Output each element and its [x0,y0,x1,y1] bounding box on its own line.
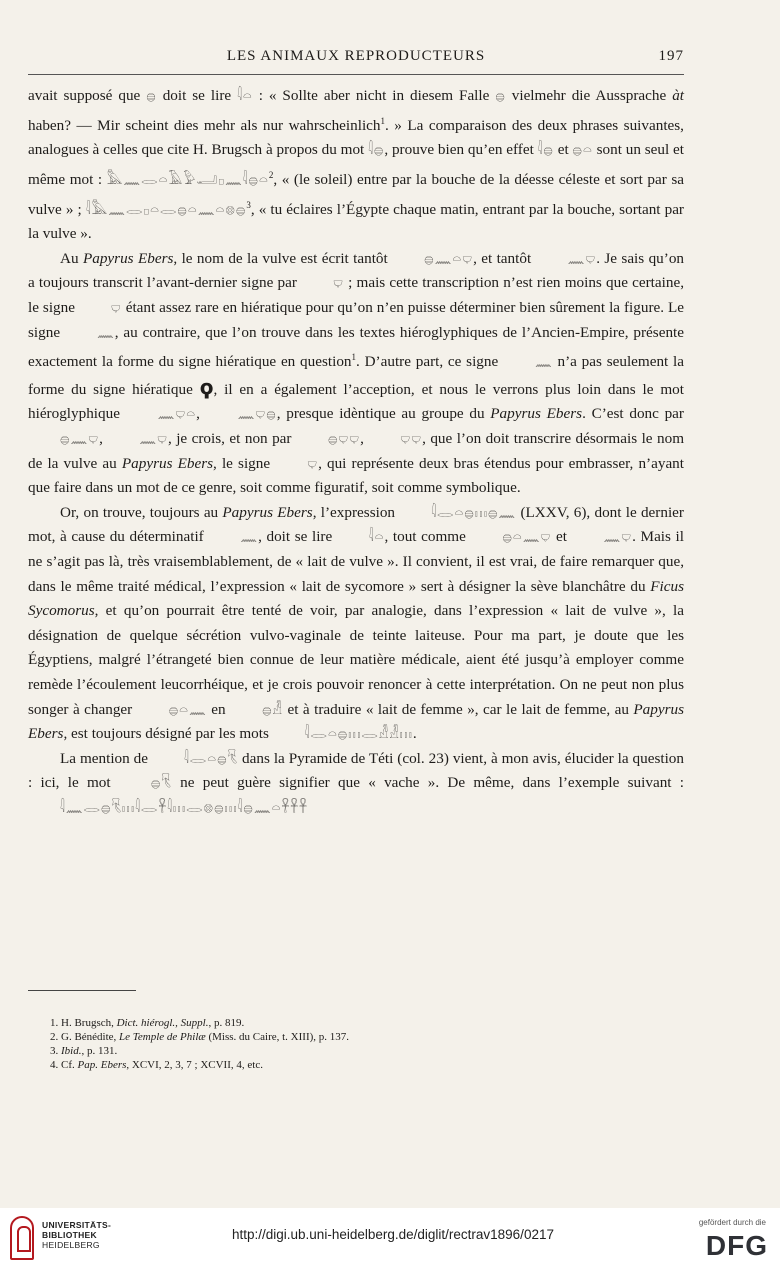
footnote [50,1058,670,1072]
text-run: , et tantôt [473,249,536,267]
footnote-number: 3. [50,1045,61,1057]
footnote-ref: 2 [268,169,274,180]
footnote-ref-detail: (Miss. du Caire, t. XIII), p. 137. [205,1031,350,1043]
italic-title: Papyrus Ebers [28,700,685,743]
footnote-author: H. Brugsch, [61,1017,117,1029]
italic-title: Ficus Sycomorus [28,577,684,620]
header-rule [28,74,684,75]
library-name-line: UNIVERSITÄTS- [42,1220,112,1230]
running-header [28,48,684,70]
text-run: , le signe [213,454,276,472]
footnote-number: 4. [50,1059,61,1071]
text-run: doit se lire [156,87,238,104]
footnote-title: Ibid. [61,1045,82,1057]
hieroglyph-group: 𓈖𓂑𓐍 [237,406,277,423]
text-run: sont un seul et même mot : [28,141,684,188]
hieroglyph-group: 𓐍𓏏𓈖𓂑 [502,529,552,546]
text-run: , « tu éclaires l’Égypte chaque matin, entrant par la bouche, sortant par la vulve ». [28,200,684,243]
hieroglyph-group: 𓇋𓅓𓈖𓂋𓊪𓏏𓂋𓐍𓏏𓈖𓏏𓊖𓐍 [85,201,247,218]
italic-title: Papyrus Ebers [82,249,174,267]
library-name [42,1220,111,1250]
footnote-number: 1. [50,1017,61,1029]
hieroglyph-group: 𓇋𓏏 [368,529,385,546]
footnote-author: G. Bénédite, [61,1031,120,1043]
footnote-title: Dict. hiérogl., Suppl. [116,1017,209,1029]
text-run: , [196,405,206,423]
paragraph [28,747,684,821]
hieroglyph-group: 𓐍𓏏𓈖 [168,701,207,718]
hieroglyph-group: 𓂑 [110,299,122,316]
text-run: . » La comparaison des deux phrases suivantes, analogues à celles que cite H. Brugsch à propos du mot [28,116,684,159]
text-run: , et qu’on pourrait être tenté de voir, par analogie, dans l’expression « lait de vulve », la désignation de quelque sécrétion vulvo-vaginale de teinte laiteuse. Pour ma part, je doute que les Égyptiens, malgré l’étrangeté bien connue de leur matière médicale, aient été jusqu’à employer comme remède l’écoulement leucorrhéique, et je crois pouvoir renoncer à cette interprétation. On ne peut non plus songer à changer [28,602,684,718]
hieroglyph-group: 𓇋𓂋𓏏𓐍𓏥𓐍𓈖 [431,504,517,521]
text-run: et [551,528,572,546]
text-run: , presque idèntique au groupe du [276,405,491,423]
hieroglyph-group: 𓐍𓏏 [572,142,593,159]
text-run: La mention de [60,749,152,767]
text-run: , prouve bien qu’en effet [384,141,538,159]
paragraph [28,501,684,747]
hieroglyph-group: 𓐍 [495,88,506,104]
university-library-logo-icon[interactable] [10,1216,34,1260]
hieroglyph-group: 𓐍𓈖𓂑 [60,430,100,447]
text-run: n’a pas seulement la forme du signe hiératique [28,353,684,398]
text-run: , tout comme [384,528,471,546]
footnotes [50,1016,670,1072]
hieroglyph-group: 𓈖 [240,529,259,546]
hieroglyph-group: 𓇋𓏏 [237,88,253,104]
hieroglyph-group: 𓂑 [333,275,344,292]
hieroglyph-group: 𓐍𓁐 [262,701,284,718]
text-run: , le nom de la vulve est écrit tantôt [173,249,393,267]
footnote-title: Le Temple de Philæ [119,1031,206,1043]
hieroglyph-group: 𓐍𓈖𓏏𓂑 [424,250,474,267]
text-run: Au [60,249,83,267]
text-run: en [206,700,231,718]
hieroglyph-group: 𓇋𓂋𓏏𓐍𓄛 [183,750,239,767]
library-name-line: HEIDELBERG [42,1240,100,1250]
footnote-ref: 1 [380,115,386,126]
hieroglyph-group: 𓂑 [307,455,319,472]
running-title: LES ANIMAUX REPRODUCTEURS [226,48,486,64]
hieroglyph-group: 𓅓𓈖𓂋𓏏𓄿𓅱𓂝𓊪𓈖𓇋𓐍𓏏 [106,171,269,188]
text-run: étant assez rare en hiératique pour qu’on n’en puisse déterminer bien sûrement la figure. Le signe [28,298,684,341]
text-run: , il en a également l’acception, et nous le verrons plus loin dans le mot hiéroglyphique [28,380,684,423]
hieratic-sign: ϙ [199,374,214,399]
paragraph [28,84,684,247]
text-run: dans la Pyramide de Téti (col. 23) vient, à mon avis, élucider la question : ici, le mot [28,749,684,792]
paragraph [28,247,684,501]
hieroglyph-group: 𓇋𓈖𓂋𓐍𓄛𓏥𓇋𓂋𓋹𓇋𓏥𓂋𓊖𓐍𓏥𓇋𓐍𓈖𓏏𓋹𓋹𓋹 [60,799,308,816]
footnote [50,1044,670,1058]
text-run: . [412,725,417,743]
footnote-ref-detail: , p. 131. [81,1045,118,1057]
text-run: et à traduire « lait de femme », car le lait de femme, au [283,700,634,718]
footnote-author: Cf. [61,1059,78,1071]
footnote-rule [28,990,136,991]
text-run: : « Sollte aber nicht in diesem Falle [252,87,496,104]
hieroglyph-group: 𓈖𓂑 [603,529,633,546]
italic-title: Papyrus Ebers [121,454,214,472]
hieroglyph-group: 𓈖𓂑𓏏 [157,406,197,423]
footnote [50,1016,670,1030]
italic-title: Papyrus Ebers [222,503,313,521]
hieroglyph-group: 𓈖𓂑 [567,250,597,267]
text-run: vielmehr die Aussprache [505,87,673,104]
footnote-ref-detail: , p. 819. [208,1017,245,1029]
hieroglyph-group: 𓐍𓄛 [150,775,172,792]
hieroglyph-group: 𓇋𓂋𓏏𓐍𓏥𓂋𓁐𓁐𓏥 [304,726,413,743]
text-run: ; mais cette transcription n’est rien moins que certaine, le signe [28,274,684,316]
footnote-ref: 3 [246,199,251,210]
text-run: . C’est donc par [582,405,684,423]
hieroglyph-group: 𓇋𓐍 [537,142,554,159]
hieroglyph-group: 𓈖 [96,324,115,341]
text-run: , qui représente deux bras étendus pour embrasser, n’ayant que faire dans un mot de ce genre, soit comme figuratif, soit comme symbolique. [28,454,684,497]
text-run: , « (le soleil) entre par la bouche de la déesse céleste et sort par sa vulve » ; [28,170,684,218]
funded-by-label: gefördert durch die [698,1218,766,1227]
text-run: , doit se lire [258,528,337,546]
hieroglyph-group: 𓈖𓂑 [139,430,168,447]
text-run: , l’expression [312,503,400,521]
page-number: 197 [658,48,684,64]
text-run: et [553,141,573,159]
footnote [50,1030,670,1044]
text-run: , est toujours désigné par les mots [63,725,273,743]
text-run: Or, on trouve, toujours au [60,503,223,521]
text-run: , [360,429,369,447]
text-run: , que l’on doit transcrire désormais le nom de la vulve au [28,429,685,472]
hieroglyph-group: 𓐍𓂑𓂑 [327,430,361,447]
footnote-title: Pap. Ebers [77,1059,127,1071]
library-name-line: BIBLIOTHEK [42,1230,97,1240]
body-text [28,84,684,820]
footnote-ref-detail: , XCVI, 2, 3, 7 ; XCVII, 4, etc. [126,1059,263,1071]
footnote-ref: 1 [351,352,357,363]
text-run: avait supposé que [28,87,147,104]
text-run: . Je sais qu’on a toujours transcrit l’avant-dernier signe par [28,249,685,292]
text-run: ne peut guère signifier que « vache ». De même, dans l’exemple suivant : [171,774,684,792]
text-run: . Mais il ne s’agit pas là, très vraisemblablement, de « lait de vulve ». Il convient, il est vrai, de faire remarquer que, dans le même traité médical, l’expression « lait de sycomore » sert à désigner la sève blanchâtre du [28,528,684,595]
hieroglyph-group: 𓇋𓐍 [368,142,385,159]
text-run: haben? — Mir scheint dies mehr als nur wahrscheinlich [28,116,381,134]
italic-title: àt [672,87,685,104]
text-run: , je crois, et non par [167,429,296,447]
dfg-logo[interactable]: DFG [705,1230,768,1261]
permalink-url[interactable]: http://digi.ub.uni-heidelberg.de/diglit/rectrav1896/0217 [232,1227,554,1242]
italic-title: Papyrus Ebers [490,405,583,423]
hieroglyph-group: 𓂑𓂑 [400,430,423,447]
footnote-number: 2. [50,1031,61,1043]
text-run: (LXXV, 6), dont le dernier mot, à cause du déterminatif [28,503,684,546]
text-run: , [99,429,108,447]
text-run: . D’autre part, ce signe [356,353,503,371]
hieroglyph-group: 𓈖 [534,354,553,371]
text-run: , au contraire, que l’on trouve dans les textes hiéroglyphiques de l’Ancien-Empire, présente exactement la forme du signe hiératique en question [28,323,685,371]
hieroglyph-group: 𓐍 [146,88,157,104]
